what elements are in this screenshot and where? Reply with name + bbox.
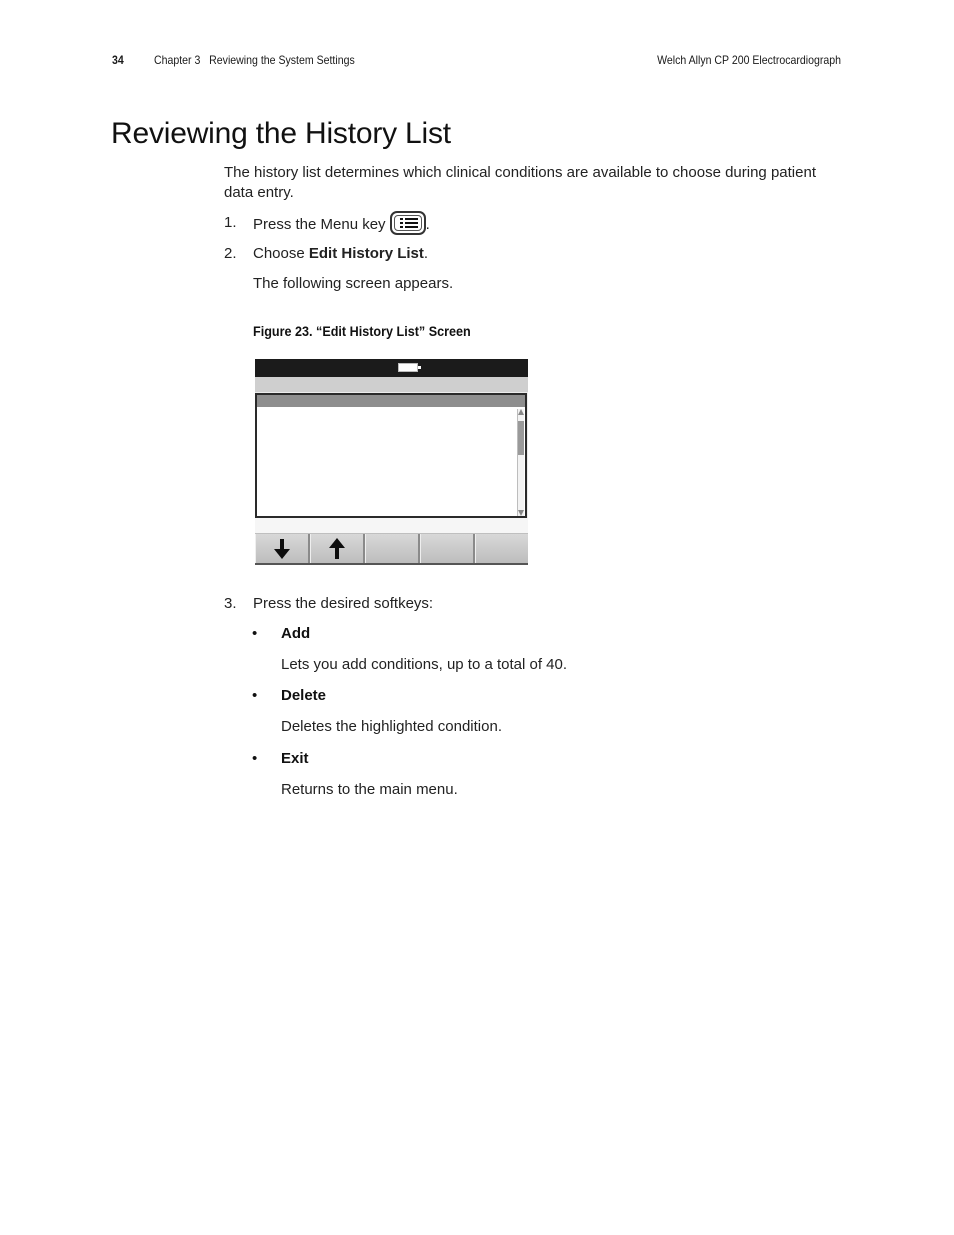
running-header-chapter: Chapter 3 Reviewing the System Settings (154, 53, 355, 67)
softkey-3 (365, 534, 420, 563)
bullet: • (252, 687, 258, 704)
softkey-delete-description: Deletes the highlighted condition. (281, 718, 502, 735)
step-text: Press the desired softkeys: (253, 595, 434, 612)
step-number: 2. (224, 245, 237, 262)
list-scrollbar (517, 409, 524, 516)
softkey-exit-description: Returns to the main menu. (281, 781, 458, 798)
page-number: 34 (112, 53, 124, 67)
softkey-up (310, 534, 365, 563)
step-2-note: The following screen appears. (253, 275, 454, 292)
softkey-5 (475, 534, 528, 563)
step-number: 3. (224, 595, 237, 612)
softkey-add-label: Add (281, 625, 311, 642)
battery-icon (398, 363, 418, 372)
softkey-add-description: Lets you add conditions, up to a total of 40. (281, 656, 568, 673)
bullet: • (252, 750, 258, 767)
highlighted-list-row (257, 395, 525, 407)
edit-history-list-screen (255, 359, 528, 565)
screen-message-line (255, 518, 528, 534)
menu-item-reference: Edit History List (308, 245, 424, 262)
screen-status-bar (255, 359, 528, 377)
menu-key-icon (390, 211, 426, 235)
battery-tip (418, 366, 421, 369)
figure-caption: Figure 23. “Edit History List” Screen (253, 323, 471, 339)
section-title: Reviewing the History List (111, 117, 451, 150)
running-header-product: Welch Allyn CP 200 Electrocardiograph (657, 53, 841, 67)
step-text: Press the Menu key . (253, 213, 430, 237)
softkey-exit-label: Exit (281, 750, 309, 767)
step-text: Choose Edit History List. (253, 245, 429, 262)
scroll-up-icon (518, 409, 524, 415)
intro-paragraph: The history list determines which clinical conditions are available to choose during patient data entry. (224, 164, 816, 201)
softkey-delete-label: Delete (281, 687, 327, 704)
softkey-down (255, 534, 310, 563)
history-list-box (255, 393, 527, 518)
screen-title-band (255, 377, 528, 392)
scroll-down-icon (518, 510, 524, 516)
step-number: 1. (224, 214, 237, 231)
scroll-thumb (518, 421, 524, 455)
softkey-bar (255, 534, 528, 565)
softkey-4 (420, 534, 475, 563)
down-arrow-icon (274, 549, 290, 559)
bullet: • (252, 625, 258, 642)
